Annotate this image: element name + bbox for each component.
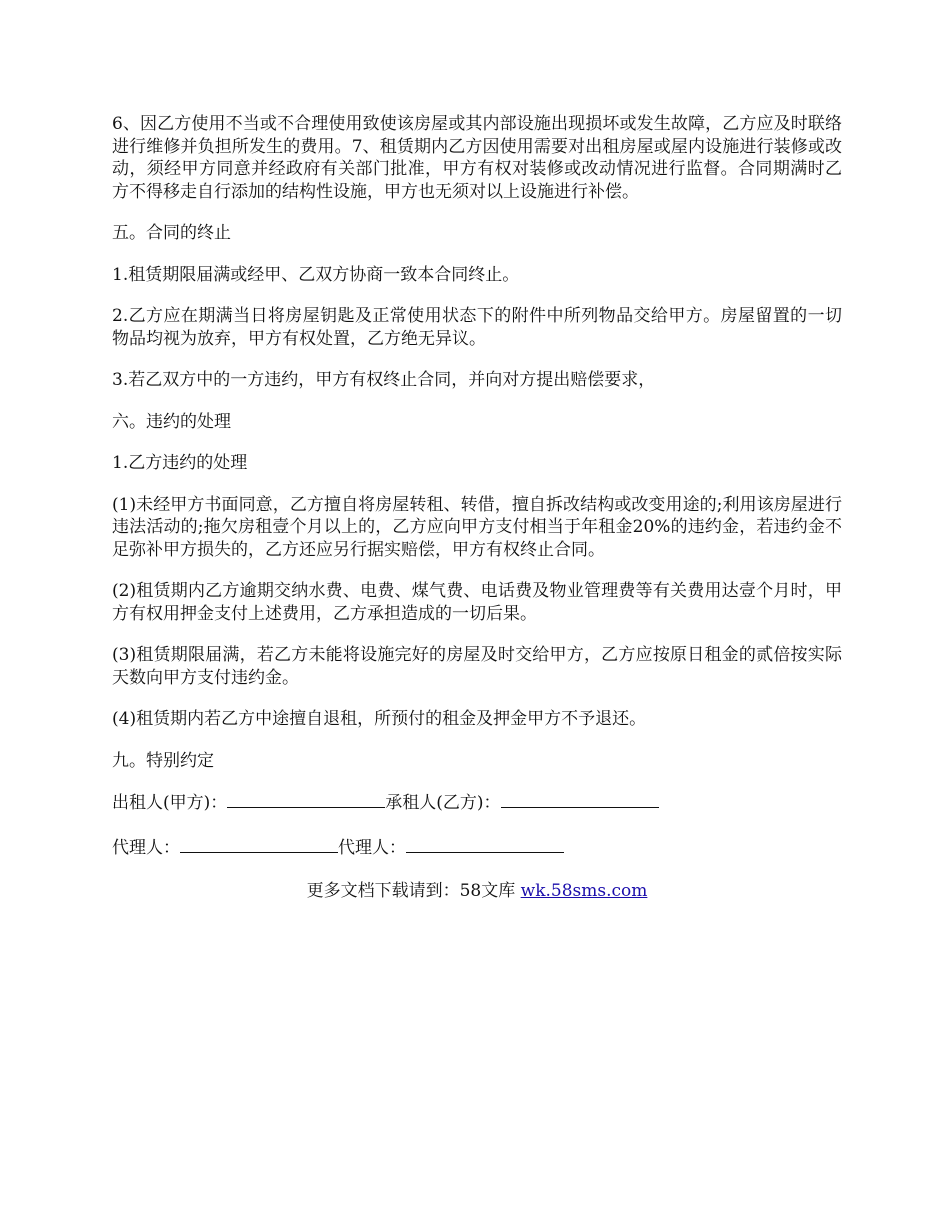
footer-link[interactable]: wk.58sms.com (520, 881, 648, 901)
section-heading-special-terms: 九。特别约定 (112, 750, 214, 771)
lessor-label: 出租人(甲方)： (112, 793, 228, 813)
paragraph-termination-2: 2.乙方应在期满当日将房屋钥匙及正常使用状态下的附件中所列物品交给甲方。房屋留置的一切物品均视为放弃，甲方有权处置，乙方绝无异议。 (112, 306, 842, 349)
section-heading-breach: 六。违约的处理 (112, 411, 231, 432)
section-heading-termination: 五。合同的终止 (112, 223, 231, 243)
download-footer (112, 880, 842, 903)
document-page (112, 113, 842, 903)
footer-text: 更多文档下载请到：58文库 (306, 881, 521, 901)
agent-label-lessor: 代理人： (112, 837, 180, 858)
paragraph-termination-1: 1.租赁期限届满或经甲、乙双方协商一致本合同终止。 (112, 264, 520, 285)
paragraph-breach-3: (3)租赁期限届满，若乙方未能将设施完好的房屋及时交给甲方，乙方应按原日租金的贰倍按实际天数向甲方支付违约金。 (112, 645, 842, 688)
signature-line-agents (112, 836, 842, 860)
paragraph-clause-6-7: 6、因乙方使用不当或不合理使用致使该房屋或其内部设施出现损坏或发生故障，乙方应及时联络进行维修并负担所发生的费用。7、租赁期内乙方因使用需要对出租房屋或屋内设施进行装修或改动，须经甲方同意并经政府有关部门批准，甲方有权对装修或改动情况进行监督。合同期满时乙方不得移走自行添加的结构性设施，甲方也无须对以上设施进行补偿。 (112, 114, 842, 202)
signature-line-parties (112, 791, 842, 815)
agent-label-lessee: 代理人： (338, 837, 406, 858)
agent-lessor-signature-blank (180, 836, 338, 853)
lessor-signature-blank (227, 791, 385, 808)
lessee-signature-blank (501, 791, 659, 808)
paragraph-breach-4: (4)租赁期内若乙方中途擅自退租，所预付的租金及押金甲方不予退还。 (112, 709, 647, 729)
paragraph-breach-2: (2)租赁期内乙方逾期交纳水费、电费、煤气费、电话费及物业管理费等有关费用达壹个月时，甲方有权用押金支付上述费用，乙方承担造成的一切后果。 (112, 581, 842, 624)
lessee-label: 承租人(乙方)： (385, 793, 501, 813)
agent-lessee-signature-blank (406, 836, 564, 853)
subheading-lessee-breach: 1.乙方违约的处理 (112, 453, 248, 473)
paragraph-breach-1: (1)未经甲方书面同意，乙方擅自将房屋转租、转借，擅自拆改结构或改变用途的;利用该房屋进行违法活动的;拖欠房租壹个月以上的，乙方应向甲方支付相当于年租金20%的违约金，若违约金不足弥补甲方损失的，乙方还应另行据实赔偿，甲方有权终止合同。 (112, 494, 842, 560)
paragraph-termination-3: 3.若乙双方中的一方违约，甲方有权终止合同，并向对方提出赔偿要求， (112, 370, 656, 390)
